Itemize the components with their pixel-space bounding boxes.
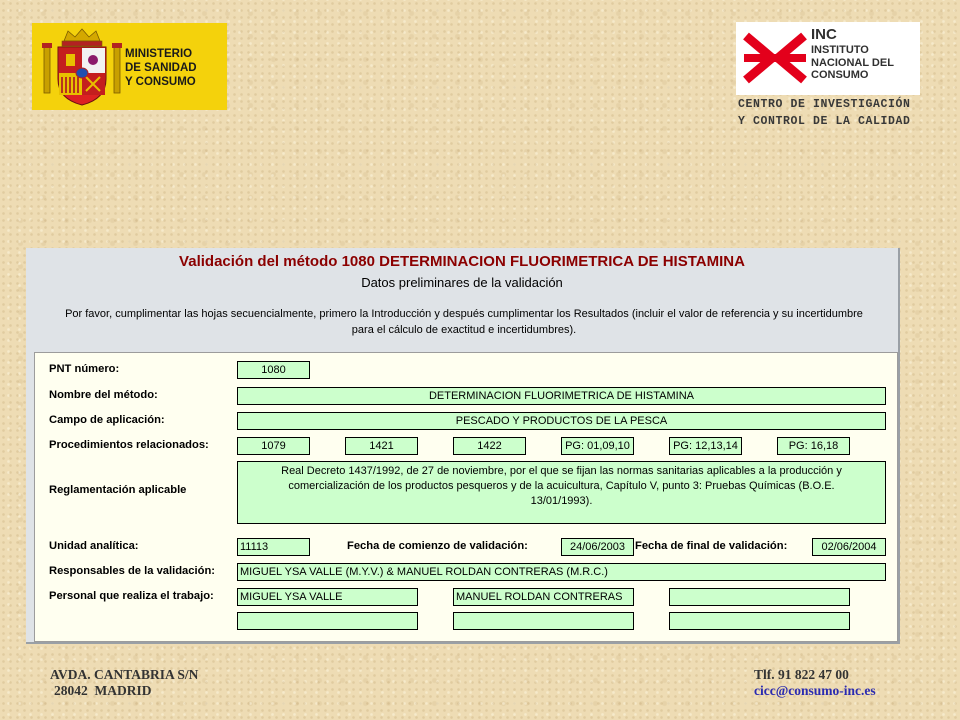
fecha-final-field[interactable]: 02/06/2004 <box>812 538 886 556</box>
ministerio-line: DE SANIDAD <box>125 62 197 74</box>
phone-text: Tlf. 91 822 47 00 <box>754 667 849 682</box>
ministerio-line: Y CONSUMO <box>125 76 196 88</box>
address-line: 28042 MADRID <box>54 683 152 698</box>
fecha-final-label: Fecha de final de validación: <box>635 540 788 552</box>
personal-field[interactable] <box>453 612 634 630</box>
ministerio-logo <box>32 23 227 110</box>
address-line: AVDA. CANTABRIA S/N <box>50 667 199 682</box>
inc-centre-line: Y CONTROL DE LA CALIDAD <box>738 115 911 128</box>
procedimiento-field[interactable]: 1079 <box>237 437 310 455</box>
procedimiento-field[interactable]: PG: 12,13,14 <box>669 437 742 455</box>
personal-field[interactable] <box>237 612 418 630</box>
ministerio-line: MINISTERIO <box>125 48 193 60</box>
procedimientos-label: Procedimientos relacionados: <box>49 439 209 451</box>
inc-name <box>811 44 894 82</box>
ministerio-text <box>125 47 197 89</box>
personal-label: Personal que realiza el trabajo: <box>49 590 214 602</box>
responsables-field[interactable]: MIGUEL YSA VALLE (M.Y.V.) & MANUEL ROLDAN CONTRERAS (M.R.C.) <box>237 563 886 581</box>
pnt-field[interactable]: 1080 <box>237 361 310 379</box>
sheet-subtitle: Datos preliminares de la validación <box>361 275 563 290</box>
footer-address <box>50 667 198 699</box>
campo-field[interactable]: PESCADO Y PRODUCTOS DE LA PESCA <box>237 412 886 430</box>
instructions-line: Por favor, cumplimentar las hojas secuencialmente, primero la Introducción y después cumplimentar los Resultados (incluir el valor de referencia y su incertidumbre <box>65 308 863 320</box>
responsables-label: Responsables de la validación: <box>49 565 216 577</box>
personal-field[interactable]: MIGUEL YSA VALLE <box>237 588 418 606</box>
footer-contact <box>754 667 876 699</box>
unidad-field[interactable]: 11113 <box>237 538 310 556</box>
inc-name-line: INSTITUTO <box>811 44 869 56</box>
sheet-instructions <box>36 306 892 338</box>
procedimiento-field[interactable]: 1422 <box>453 437 526 455</box>
unidad-label: Unidad analítica: <box>49 540 139 552</box>
validation-sheet <box>26 248 900 644</box>
procedimiento-field[interactable]: PG: 01,09,10 <box>561 437 634 455</box>
personal-field[interactable] <box>669 612 850 630</box>
inc-name-line: CONSUMO <box>811 69 869 81</box>
inc-logo <box>736 22 920 95</box>
fecha-comienzo-label: Fecha de comienzo de validación: <box>347 540 528 552</box>
inc-title: INC <box>811 26 837 43</box>
inc-centre-line: CENTRO DE INVESTIGACIÓN <box>738 98 911 111</box>
inc-name-line: NACIONAL DEL <box>811 56 894 69</box>
nombre-field[interactable]: DETERMINACION FLUORIMETRICA DE HISTAMINA <box>237 387 886 405</box>
personal-field[interactable] <box>669 588 850 606</box>
reglamentacion-field[interactable]: Real Decreto 1437/1992, de 27 de noviembre, por el que se fijan las normas sanitarias aplicables a la producción y comercialización de los productos pesqueros y de la acuicultura, Capítulo V, punto 3: Pruebas Químicas (B.O.E. 13/01/1993). <box>237 461 886 524</box>
email-link[interactable]: cicc@consumo-inc.es <box>754 683 876 698</box>
fecha-comienzo-field[interactable]: 24/06/2003 <box>561 538 634 556</box>
coat-of-arms-icon <box>42 27 122 107</box>
instructions-line: para el cálculo de exactitud e incertidumbres). <box>351 324 577 336</box>
inc-centre-text <box>738 96 911 130</box>
pnt-label: PNT número: <box>49 363 120 375</box>
personal-field[interactable]: MANUEL ROLDAN CONTRERAS <box>453 588 634 606</box>
sheet-title: Validación del método 1080 DETERMINACION FLUORIMETRICA DE HISTAMINA <box>179 253 745 270</box>
procedimiento-field[interactable]: 1421 <box>345 437 418 455</box>
procedimiento-field[interactable]: PG: 16,18 <box>777 437 850 455</box>
form-area <box>34 352 898 642</box>
reglamentacion-label: Reglamentación aplicable <box>49 484 187 496</box>
campo-label: Campo de aplicación: <box>49 414 165 426</box>
nombre-label: Nombre del método: <box>49 389 158 401</box>
inc-mark-icon <box>742 30 808 86</box>
